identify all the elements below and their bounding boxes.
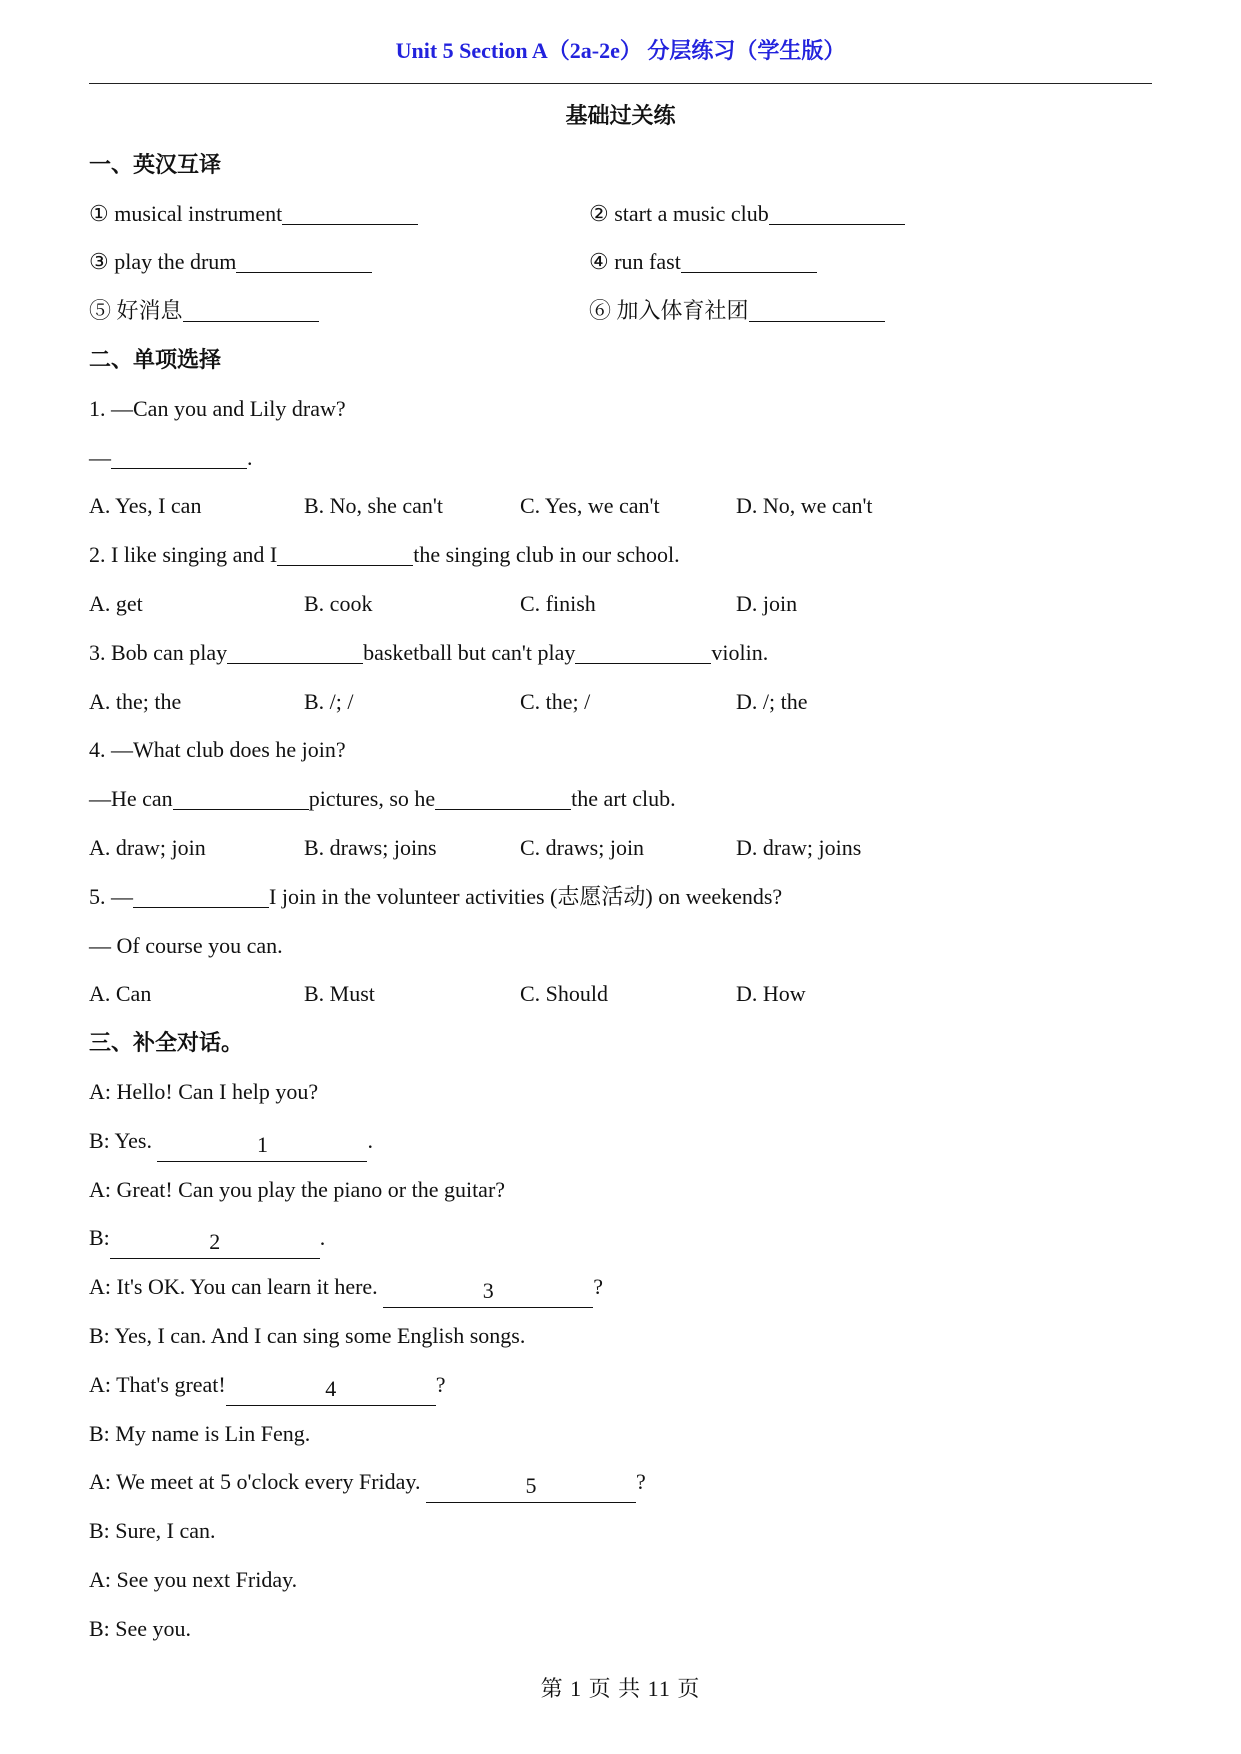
page-number: 第 1 页 共 11 页 <box>540 1676 701 1701</box>
dialogue-line: A: That's great! 4 ? <box>89 1361 1152 1410</box>
question-1-stem: 1. —Can you and Lily draw? <box>89 395 346 421</box>
worksheet-body <box>89 92 1152 1654</box>
option-a[interactable]: A. Yes, I can <box>89 493 202 519</box>
dialogue-line: B: My name is Lin Feng. <box>89 1420 311 1446</box>
option-a[interactable]: A. get <box>89 590 143 616</box>
numbered-blank-3[interactable]: 3 <box>383 1275 593 1308</box>
option-c[interactable]: C. finish <box>520 590 596 616</box>
dialogue-line: B: Yes. 1 . <box>89 1117 1152 1166</box>
option-b[interactable]: B. draws; joins <box>304 834 437 860</box>
option-b[interactable]: B. No, she can't <box>304 493 443 519</box>
option-a[interactable]: A. the; the <box>89 688 182 714</box>
dialogue-line: A: Great! Can you play the piano or the guitar? <box>89 1176 506 1202</box>
option-c[interactable]: C. draws; join <box>520 834 645 860</box>
option-d[interactable]: D. No, we can't <box>736 493 873 519</box>
option-c[interactable]: C. Yes, we can't <box>520 493 660 519</box>
question-1-options <box>89 482 1152 531</box>
question-4-stem: 4. —What club does he join? <box>89 737 346 763</box>
option-d[interactable]: D. draw; joins <box>736 834 862 860</box>
dialogue-line: A: See you next Friday. <box>89 1566 298 1592</box>
answer-blank[interactable] <box>111 436 247 469</box>
option-b[interactable]: B. Must <box>304 981 375 1007</box>
translate-item-1: ① musical instrument <box>89 201 418 226</box>
answer-blank[interactable] <box>435 777 571 810</box>
option-a[interactable]: A. Can <box>89 981 152 1007</box>
dialogue-line: A: It's OK. You can learn it here. 3 ? <box>89 1263 1152 1312</box>
dialogue-line: A: We meet at 5 o'clock every Friday. 5 ? <box>89 1458 1152 1507</box>
question-3-stem: 3. Bob can play basketball but can't play violin. <box>89 629 1152 678</box>
doc-title: 基础过关练 <box>565 103 676 128</box>
numbered-blank-4[interactable]: 4 <box>226 1373 436 1406</box>
dialogue-line: B: See you. <box>89 1615 192 1641</box>
document-header: Unit 5 Section A（2a-2e） 分层练习（学生版） <box>395 38 846 63</box>
option-c[interactable]: C. the; / <box>520 688 591 714</box>
question-5-response: — Of course you can. <box>89 932 283 958</box>
option-d[interactable]: D. join <box>736 590 798 616</box>
answer-blank[interactable] <box>133 875 269 908</box>
answer-blank[interactable] <box>575 631 711 664</box>
option-c[interactable]: C. Should <box>520 981 609 1007</box>
numbered-blank-2[interactable]: 2 <box>110 1226 320 1259</box>
answer-blank[interactable] <box>282 192 418 225</box>
dialogue-line: B: 2 . <box>89 1214 1152 1263</box>
question-2-options <box>89 580 1152 629</box>
translate-item-6: ⑥ 加入体育社团 <box>589 287 885 336</box>
option-b[interactable]: B. cook <box>304 590 373 616</box>
dialogue-line: B: Sure, I can. <box>89 1518 216 1544</box>
answer-blank[interactable] <box>173 777 309 810</box>
translate-item-3: ③ play the drum <box>89 249 372 274</box>
answer-blank[interactable] <box>227 631 363 664</box>
question-5-stem: 5. — I join in the volunteer activities (志愿活动) on weekends? <box>89 873 1152 922</box>
option-a[interactable]: A. draw; join <box>89 834 206 860</box>
section-1-heading: 一、英汉互译 <box>89 151 222 177</box>
translate-item-2: ② start a music club <box>589 190 905 239</box>
question-1-response: — . <box>89 434 1152 483</box>
dialogue-line: A: Hello! Can I help you? <box>89 1078 319 1104</box>
answer-blank[interactable] <box>277 533 413 566</box>
option-d[interactable]: D. How <box>736 981 806 1007</box>
option-d[interactable]: D. /; the <box>736 688 808 714</box>
translate-item-4: ④ run fast <box>589 238 817 287</box>
question-4-response: —He can pictures, so he the art club. <box>89 775 1152 824</box>
translate-row-2 <box>89 238 1152 287</box>
answer-blank[interactable] <box>183 289 319 322</box>
answer-blank[interactable] <box>749 289 885 322</box>
answer-blank[interactable] <box>681 240 817 273</box>
section-3-heading: 三、补全对话。 <box>89 1030 244 1056</box>
question-5-options <box>89 970 1152 1019</box>
header-divider <box>89 83 1152 84</box>
translate-item-5: ⑤ 好消息 <box>89 298 319 323</box>
section-2-heading: 二、单项选择 <box>89 346 222 372</box>
answer-blank[interactable] <box>236 240 372 273</box>
answer-blank[interactable] <box>769 192 905 225</box>
dialogue-line: B: Yes, I can. And I can sing some English songs. <box>89 1322 526 1348</box>
translate-row-3 <box>89 287 1152 336</box>
translate-row-1 <box>89 190 1152 239</box>
question-4-options <box>89 824 1152 873</box>
numbered-blank-1[interactable]: 1 <box>157 1129 367 1162</box>
question-2-stem: 2. I like singing and I the singing club in our school. <box>89 531 1152 580</box>
numbered-blank-5[interactable]: 5 <box>426 1470 636 1503</box>
option-b[interactable]: B. /; / <box>304 688 354 714</box>
question-3-options <box>89 678 1152 727</box>
